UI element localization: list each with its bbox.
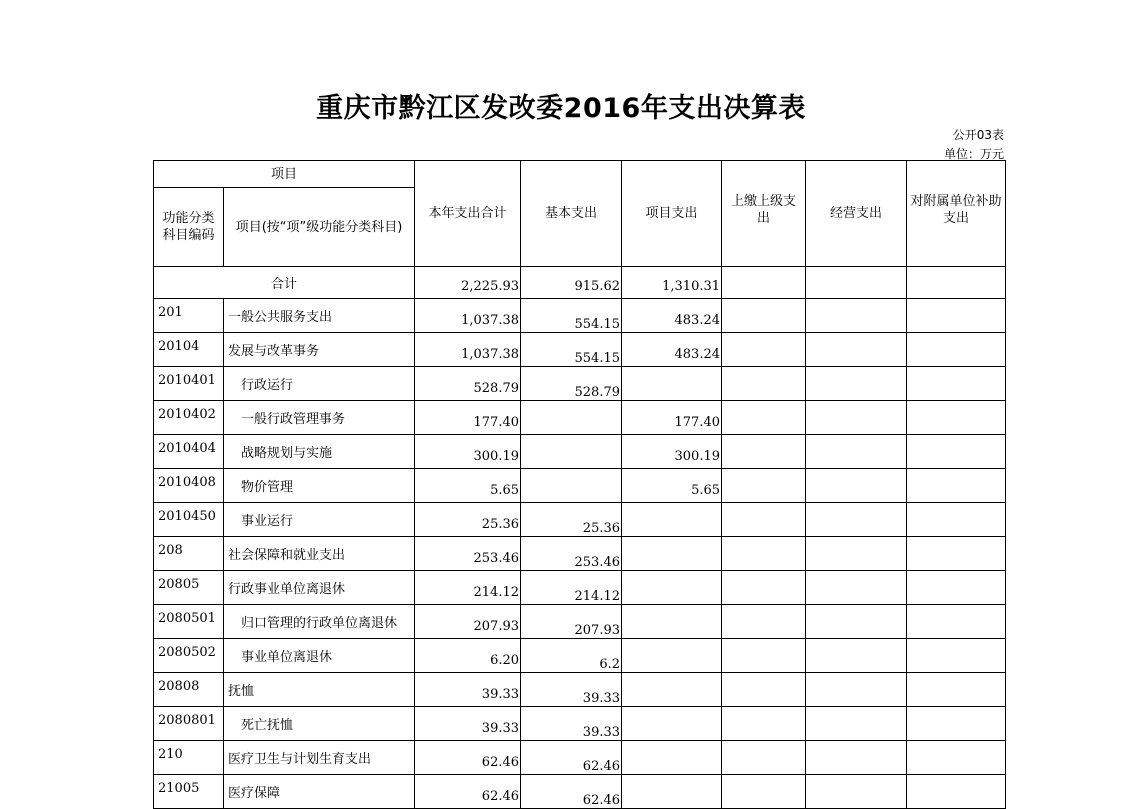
header-turnover: 上缴上级支出: [722, 161, 806, 267]
row-project: [622, 707, 722, 741]
row-basic: 39.33: [521, 673, 622, 707]
row-business: [806, 537, 907, 571]
row-turnover: [722, 435, 806, 469]
row-turnover: [722, 571, 806, 605]
form-code: 公开03表: [952, 128, 1004, 142]
row-turnover: [722, 299, 806, 333]
row-total: 39.33: [415, 707, 521, 741]
row-basic: 6.2: [521, 639, 622, 673]
row-code: 20104: [154, 333, 224, 367]
unit-label: 单位：万元: [943, 147, 1004, 161]
row-turnover: [722, 469, 806, 503]
total-basic: 915.62: [521, 267, 622, 299]
row-project: [622, 775, 722, 809]
row-name: 医疗保障: [224, 775, 415, 809]
row-business: [806, 605, 907, 639]
row-basic: 214.12: [521, 571, 622, 605]
row-code: 2080502: [154, 639, 224, 673]
header-business: 经营支出: [806, 161, 907, 267]
row-business: [806, 741, 907, 775]
row-code: 2080501: [154, 605, 224, 639]
row-turnover: [722, 775, 806, 809]
row-turnover: [722, 673, 806, 707]
table-row: [154, 741, 1006, 775]
table-row: [154, 571, 1006, 605]
table-row: [154, 435, 1006, 469]
row-basic: 253.46: [521, 537, 622, 571]
row-project: 177.40: [622, 401, 722, 435]
row-turnover: [722, 503, 806, 537]
row-basic: 207.93: [521, 605, 622, 639]
row-subsidy: [907, 639, 1006, 673]
row-business: [806, 367, 907, 401]
row-total: 25.36: [415, 503, 521, 537]
row-project: [622, 503, 722, 537]
row-name: 事业单位离退休: [224, 639, 415, 673]
row-name: 战略规划与实施: [224, 435, 415, 469]
row-code: 210: [154, 741, 224, 775]
row-business: [806, 775, 907, 809]
row-code: 2010402: [154, 401, 224, 435]
row-project: [622, 605, 722, 639]
table-row: [154, 503, 1006, 537]
row-project: 5.65: [622, 469, 722, 503]
row-project: [622, 741, 722, 775]
table-row: [154, 673, 1006, 707]
row-business: [806, 469, 907, 503]
table-row: [154, 469, 1006, 503]
row-turnover: [722, 367, 806, 401]
row-project: [622, 537, 722, 571]
row-name: 归口管理的行政单位离退休: [224, 605, 415, 639]
row-code: 2080801: [154, 707, 224, 741]
table-row: [154, 401, 1006, 435]
row-name: 行政运行: [224, 367, 415, 401]
row-total: 62.46: [415, 741, 521, 775]
row-subsidy: [907, 469, 1006, 503]
row-code: 20808: [154, 673, 224, 707]
row-basic: 39.33: [521, 707, 622, 741]
row-subsidy: [907, 435, 1006, 469]
row-basic: [521, 435, 622, 469]
row-total: 6.20: [415, 639, 521, 673]
row-total: 214.12: [415, 571, 521, 605]
row-business: [806, 299, 907, 333]
row-business: [806, 435, 907, 469]
table-row: [154, 367, 1006, 401]
row-code: 2010450: [154, 503, 224, 537]
table-row: [154, 639, 1006, 673]
row-total: 1,037.38: [415, 299, 521, 333]
row-name: 死亡抚恤: [224, 707, 415, 741]
expenditure-table: [153, 160, 1006, 809]
row-subsidy: [907, 741, 1006, 775]
row-turnover: [722, 707, 806, 741]
row-name: 行政事业单位离退休: [224, 571, 415, 605]
row-subsidy: [907, 707, 1006, 741]
header-code: 功能分类科目编码: [154, 188, 224, 267]
header-total: 本年支出合计: [415, 161, 521, 267]
row-basic: 62.46: [521, 775, 622, 809]
row-code: 20805: [154, 571, 224, 605]
header-item-name: 项目(按“项”级功能分类科目): [224, 188, 415, 267]
row-basic: [521, 401, 622, 435]
row-code: 201: [154, 299, 224, 333]
row-subsidy: [907, 775, 1006, 809]
page-title: 重庆市黔江区发改委2016年支出决算表: [316, 93, 806, 124]
row-code: 2010408: [154, 469, 224, 503]
row-name: 社会保障和就业支出: [224, 537, 415, 571]
row-total: 207.93: [415, 605, 521, 639]
row-subsidy: [907, 367, 1006, 401]
row-total: 253.46: [415, 537, 521, 571]
row-turnover: [722, 537, 806, 571]
row-business: [806, 707, 907, 741]
table-row: [154, 605, 1006, 639]
row-name: 一般公共服务支出: [224, 299, 415, 333]
row-code: 2010401: [154, 367, 224, 401]
row-basic: 25.36: [521, 503, 622, 537]
row-basic: 554.15: [521, 299, 622, 333]
header-project: 项目支出: [622, 161, 722, 267]
row-basic: 554.15: [521, 333, 622, 367]
row-project: 300.19: [622, 435, 722, 469]
row-subsidy: [907, 605, 1006, 639]
total-turnover: [722, 267, 806, 299]
row-project: [622, 639, 722, 673]
row-project: 483.24: [622, 299, 722, 333]
row-name: 发展与改革事务: [224, 333, 415, 367]
row-business: [806, 639, 907, 673]
row-business: [806, 401, 907, 435]
row-code: 21005: [154, 775, 224, 809]
header-item-group: 项目: [154, 161, 415, 188]
table-row: [154, 299, 1006, 333]
total-label: 合计: [154, 267, 415, 299]
row-basic: 528.79: [521, 367, 622, 401]
header-basic: 基本支出: [521, 161, 622, 267]
total-sum: 2,225.93: [415, 267, 521, 299]
row-code: 208: [154, 537, 224, 571]
row-code: 2010404: [154, 435, 224, 469]
total-subsidy: [907, 267, 1006, 299]
row-basic: [521, 469, 622, 503]
row-subsidy: [907, 571, 1006, 605]
row-project: 483.24: [622, 333, 722, 367]
row-subsidy: [907, 503, 1006, 537]
row-name: 事业运行: [224, 503, 415, 537]
row-turnover: [722, 605, 806, 639]
row-name: 医疗卫生与计划生育支出: [224, 741, 415, 775]
total-row: [154, 267, 1006, 299]
row-project: [622, 673, 722, 707]
row-subsidy: [907, 401, 1006, 435]
table-row: [154, 775, 1006, 809]
total-project: 1,310.31: [622, 267, 722, 299]
row-project: [622, 571, 722, 605]
row-basic: 62.46: [521, 741, 622, 775]
header-subsidy: 对附属单位补助支出: [907, 161, 1006, 267]
table-row: [154, 333, 1006, 367]
row-project: [622, 367, 722, 401]
row-subsidy: [907, 537, 1006, 571]
row-name: 抚恤: [224, 673, 415, 707]
row-business: [806, 571, 907, 605]
table-row: [154, 707, 1006, 741]
total-business: [806, 267, 907, 299]
row-name: 物价管理: [224, 469, 415, 503]
row-turnover: [722, 333, 806, 367]
row-total: 528.79: [415, 367, 521, 401]
table-row: [154, 537, 1006, 571]
row-turnover: [722, 741, 806, 775]
row-turnover: [722, 401, 806, 435]
row-total: 300.19: [415, 435, 521, 469]
row-subsidy: [907, 299, 1006, 333]
row-subsidy: [907, 333, 1006, 367]
row-total: 177.40: [415, 401, 521, 435]
row-subsidy: [907, 673, 1006, 707]
row-business: [806, 503, 907, 537]
row-name: 一般行政管理事务: [224, 401, 415, 435]
row-total: 62.46: [415, 775, 521, 809]
row-business: [806, 673, 907, 707]
row-total: 5.65: [415, 469, 521, 503]
row-business: [806, 333, 907, 367]
row-total: 39.33: [415, 673, 521, 707]
row-turnover: [722, 639, 806, 673]
row-total: 1,037.38: [415, 333, 521, 367]
